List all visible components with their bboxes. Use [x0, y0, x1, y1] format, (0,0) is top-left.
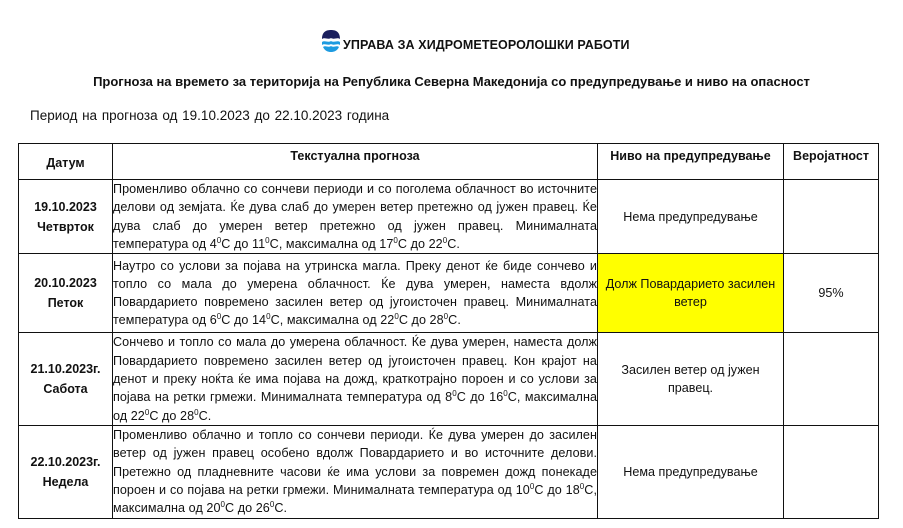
warning-level-cell: [598, 426, 784, 518]
probability-cell: [784, 333, 879, 426]
forecast-text: C до 22: [397, 236, 443, 251]
table-row: [19, 333, 879, 426]
organization-name: УПРАВА ЗА ХИДРОМЕТЕОРОЛОШКИ РАБОТИ: [343, 38, 630, 52]
degree-superscript: 0: [269, 500, 275, 510]
date-cell: [19, 254, 113, 333]
column-header-probability: Веројатност: [784, 144, 879, 180]
warning-level-cell: [598, 254, 784, 333]
table-row: [19, 254, 879, 333]
forecast-text: C до 28: [398, 313, 444, 328]
probability-cell: [784, 254, 879, 333]
forecast-text: C до 11: [221, 236, 266, 251]
forecast-text: Променливо облачно со сончеви периоди и со поголема облачност во источните делови од земјата. Ќе дува слаб до умерен ветер претежно од јужен правец. Ќе дува слаб до умерен ветер претежно од јужен правец. Минималната температура од 4: [113, 182, 597, 251]
forecast-text: Променливо облачно и топло со сончеви периоди. Ќе дува умерен до засилен ветер од јужен правец особено вдолж Повардарието и во источните делови. Претежно од пладневните часови ќе има услови за повремен дожд понекаде пороен и со појава на ретки грмежи. Минималната температура од 10: [113, 428, 597, 498]
degree-superscript: 0: [452, 389, 457, 399]
degree-superscript: 0: [394, 312, 399, 322]
table-row: [19, 426, 879, 518]
degree-superscript: 0: [529, 482, 535, 492]
forecast-text-cell: [113, 426, 598, 518]
forecast-text: Сончево и топло со мала до умерена облачност. Ќе дува умерен, наместа долж Повардарието повремено засилен ветер од југоисточен правец. Кон крајот на денот и преку ноќта ќе има појава на дожд, краткотрајно пороен и со услови за појава на ретки грмежи. Минималната температура од 8: [113, 335, 597, 405]
forecast-text: C.: [448, 313, 461, 328]
warning-level-text: Нема предупредување: [623, 209, 758, 224]
column-header-warning: Ниво на предупредување: [598, 144, 784, 180]
column-header-text: Текстуална прогноза: [113, 144, 598, 180]
forecast-text: C до 28: [149, 408, 195, 423]
forecast-weekday: Петок: [47, 296, 84, 311]
document-header: [320, 28, 630, 54]
forecast-text: C до 26: [225, 501, 270, 516]
forecast-weekday: Недела: [42, 474, 89, 489]
degree-superscript: 0: [503, 389, 508, 399]
forecast-text: C.: [274, 501, 288, 516]
degree-superscript: 0: [579, 482, 585, 492]
forecast-text: C, максимална од 20: [113, 483, 597, 516]
degree-superscript: 0: [443, 312, 449, 322]
forecast-text: Наутро со услови за појава на утринска магла. Преку денот ќе биде сончево и топло со мала до умерена облачност. Ќе дува умерен, наместа вдолж Повардарието повремено засилен ветер од југоисточен правец. Минималната температура од 6: [113, 258, 597, 328]
date-cell: [19, 333, 113, 426]
table-header-row: [19, 144, 879, 180]
date-cell: [19, 426, 113, 518]
warning-level-text: Засилен ветер од јужен правец.: [621, 363, 760, 396]
degree-superscript: 0: [393, 235, 398, 245]
probability-cell: [784, 426, 879, 518]
degree-superscript: 0: [216, 312, 222, 322]
degree-superscript: 0: [442, 235, 448, 245]
forecast-weekday: Сабота: [43, 382, 88, 397]
forecast-date: 20.10.2023: [34, 276, 97, 291]
forecast-text: C до 18: [534, 483, 580, 498]
forecast-date: 19.10.2023: [34, 199, 97, 214]
forecast-text-cell: [113, 180, 598, 254]
forecast-date: 22.10.2023г.: [30, 454, 101, 469]
degree-superscript: 0: [266, 312, 271, 322]
warning-level-text: Нема предупредување: [623, 464, 758, 479]
degree-superscript: 0: [220, 500, 225, 510]
probability-cell: [784, 180, 879, 254]
water-waves-logo-icon: [320, 29, 342, 53]
table-row: [19, 180, 879, 254]
forecast-table: [18, 143, 879, 519]
forecast-text-cell: [113, 333, 598, 426]
forecast-period: Период на прогноза од 19.10.2023 до 22.10.2023 година: [30, 108, 390, 123]
forecast-text: C, максимална од 17: [269, 236, 394, 251]
forecast-text: C, максимална од 22: [270, 313, 395, 328]
warning-level-cell: [598, 180, 784, 254]
forecast-text: C, максимална од 22: [113, 390, 598, 423]
degree-superscript: 0: [194, 407, 199, 417]
date-cell: [19, 180, 113, 254]
forecast-weekday: Четврток: [37, 219, 94, 234]
forecast-text: C.: [198, 408, 212, 423]
warning-level-text: Долж Повардарието засилен ветер: [605, 277, 776, 310]
warning-level-cell: [598, 333, 784, 426]
forecast-text: C.: [447, 236, 460, 251]
document-title: Прогноза на времето за територија на Република Северна Македонија со предупредување и ниво на опасност: [93, 74, 810, 89]
probability-value: 95%: [818, 286, 844, 301]
forecast-text: C до 14: [221, 313, 267, 328]
forecast-date: 21.10.2023г.: [30, 362, 101, 377]
degree-superscript: 0: [144, 407, 150, 417]
forecast-text: C до 16: [456, 390, 504, 405]
column-header-date: Датум: [19, 144, 113, 180]
degree-superscript: 0: [216, 235, 222, 245]
forecast-text-cell: [113, 254, 598, 333]
degree-superscript: 0: [265, 235, 270, 245]
